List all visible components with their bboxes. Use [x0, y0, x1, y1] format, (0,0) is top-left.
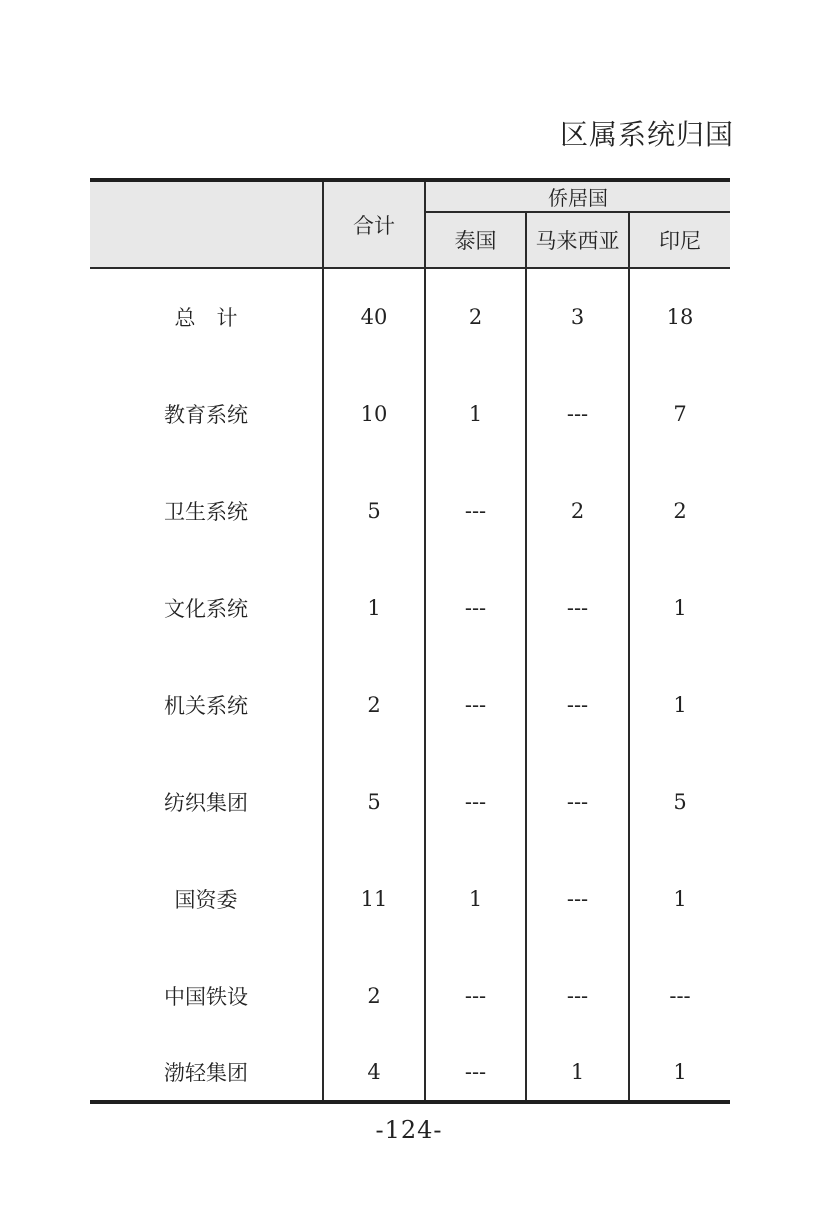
column-header-thailand: 泰国: [425, 212, 526, 268]
cell-malaysia: ---: [526, 753, 629, 850]
cell-thailand: 2: [425, 268, 526, 365]
cell-total: 2: [323, 656, 425, 753]
row-label: 卫生系统: [90, 462, 323, 559]
table-row: [90, 850, 730, 947]
cell-indonesia: 1: [673, 1060, 687, 1084]
cell-thailand: 1: [425, 365, 526, 462]
cell-total: 5: [323, 462, 425, 559]
cell-thailand: ---: [425, 947, 526, 1044]
row-label: 国资委: [90, 850, 323, 947]
cell-indonesia: ---: [669, 983, 691, 1008]
corner-cell: [90, 180, 323, 268]
cell-malaysia: ---: [526, 559, 629, 656]
table-row: [90, 462, 730, 559]
cell-malaysia: ---: [526, 850, 629, 947]
cell-total: 1: [323, 559, 425, 656]
cell-malaysia: ---: [526, 947, 629, 1044]
row-label: 中国铁设: [90, 947, 323, 1044]
cell-malaysia: ---: [526, 365, 629, 462]
table-header: [90, 180, 730, 268]
table-row: [90, 559, 730, 656]
cell-thailand: 1: [425, 850, 526, 947]
cell-malaysia: ---: [526, 656, 629, 753]
row-label: 文化系统: [90, 559, 323, 656]
page-number: -124-: [375, 1116, 443, 1144]
cell-malaysia: 1: [526, 1044, 629, 1102]
cell-indonesia: 1: [673, 886, 687, 911]
cell-malaysia: 3: [526, 268, 629, 365]
table-row: [90, 753, 730, 850]
total-column-header: 合计: [323, 180, 425, 268]
cell-indonesia: 2: [673, 498, 687, 523]
cell-total: 5: [323, 753, 425, 850]
cell-indonesia: 1: [673, 595, 687, 620]
page-title: 区属系统归国: [559, 118, 734, 151]
cell-indonesia: 1: [673, 692, 687, 717]
table-row: [90, 947, 730, 1044]
cell-indonesia: 18: [666, 305, 694, 329]
cell-total: 4: [323, 1044, 425, 1102]
table-row: [90, 656, 730, 753]
cell-total: 40: [323, 268, 425, 365]
row-label: 纺织集团: [90, 753, 323, 850]
row-label: 总 计: [90, 268, 323, 365]
row-label: 机关系统: [90, 656, 323, 753]
column-header-malaysia: 马来西亚: [526, 212, 629, 268]
cell-malaysia: 2: [526, 462, 629, 559]
cell-indonesia: 5: [673, 789, 687, 814]
cell-thailand: ---: [425, 462, 526, 559]
statistics-table: [90, 178, 730, 1104]
cell-thailand: ---: [425, 753, 526, 850]
cell-indonesia: 7: [673, 401, 687, 426]
group-header-residence-country: 侨居国: [425, 180, 730, 212]
table-row: [90, 268, 730, 365]
row-label: 渤轻集团: [90, 1044, 323, 1102]
cell-total: 11: [323, 850, 425, 947]
row-label: 教育系统: [90, 365, 323, 462]
table-body: [90, 268, 730, 1102]
cell-total: 10: [323, 365, 425, 462]
table-row: [90, 365, 730, 462]
cell-thailand: ---: [425, 559, 526, 656]
cell-thailand: ---: [425, 1044, 526, 1102]
group-header-row: [90, 180, 730, 212]
cell-thailand: ---: [425, 656, 526, 753]
column-header-indonesia: 印尼: [629, 212, 730, 268]
cell-total: 2: [323, 947, 425, 1044]
table-row: [90, 1044, 730, 1102]
